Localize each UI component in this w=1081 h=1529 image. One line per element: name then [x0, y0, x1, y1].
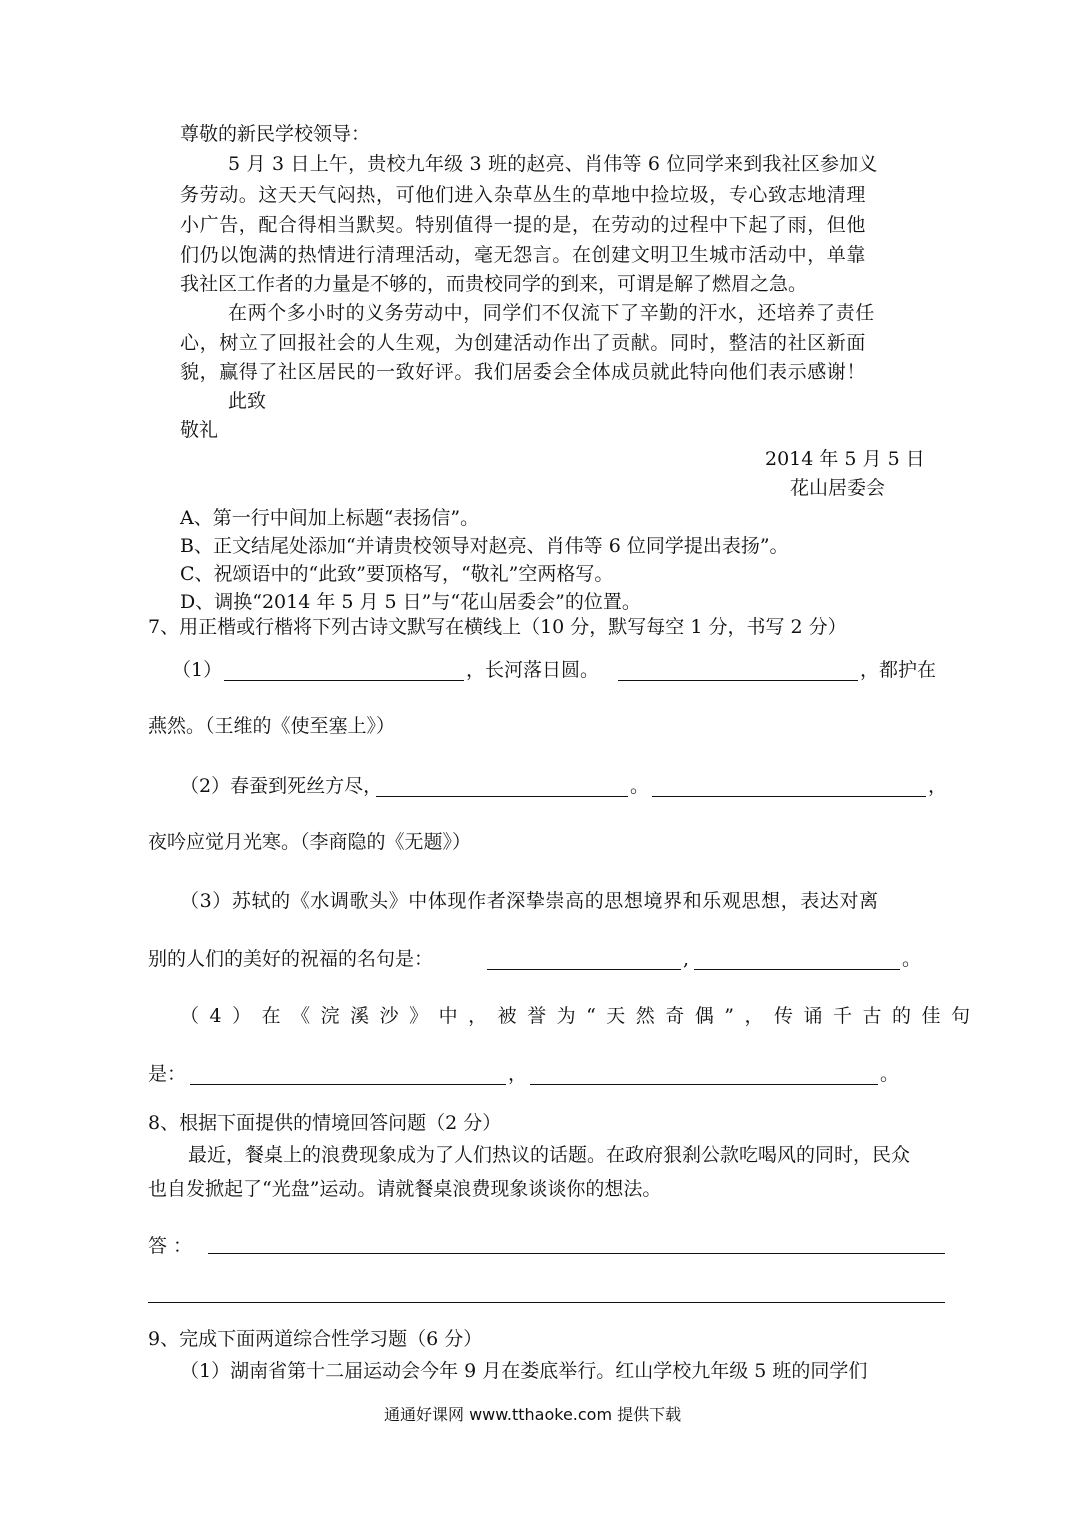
answer-blank[interactable]: [487, 969, 681, 970]
letter-paragraph-line: 小广告，配合得相当默契。特别值得一提的是，在劳动的过程中下起了雨，但他: [180, 214, 867, 236]
item-text: 夜吟应觉月光寒。（李商隐的《无题》）: [148, 831, 472, 853]
item-text: ，: [508, 1063, 528, 1085]
letter-closing: 此致: [228, 390, 267, 412]
item-text: 。: [902, 948, 922, 970]
answer-blank[interactable]: [694, 969, 900, 970]
page-footer: 通通好课网 www.tthaoke.com 提供下载: [384, 1405, 682, 1424]
item-text: （3）苏轼的《水调歌头》中体现作者深挚崇高的思想境界和乐观思想，表达对离: [180, 890, 879, 912]
answer-label: 答 ：: [148, 1235, 193, 1257]
letter-paragraph-line: 5 月 3 日上午，贵校九年级 3 班的赵亮、肖伟等 6 位同学来到我社区参加义: [228, 153, 878, 175]
answer-blank[interactable]: [652, 796, 926, 797]
option-item: B、正文结尾处添加“并请贵校领导对赵亮、肖伟等 6 位同学提出表扬”。: [180, 535, 789, 557]
answer-blank[interactable]: [618, 680, 858, 681]
item-text: （2）春蚕到死丝方尽，: [180, 775, 383, 797]
answer-blank[interactable]: [190, 1084, 506, 1085]
option-item: C、祝颂语中的“此致”要顶格写，“敬礼”空两格写。: [180, 563, 614, 585]
question-title: 7、用正楷或行楷将下列古诗文默写在横线上（10 分，默写每空 1 分，书写 2 分）: [148, 616, 847, 638]
item-text: 是：: [148, 1063, 187, 1085]
option-item: A、第一行中间加上标题“表扬信”。: [180, 507, 480, 529]
item-text: 燕然。（王维的《使至塞上》）: [148, 715, 396, 737]
question-title: 8、根据下面提供的情境回答问题（2 分）: [148, 1112, 502, 1134]
letter-paragraph-line: 貌，赢得了社区居民的一致好评。我们居委会全体成员就此特向他们表示感谢！: [180, 361, 867, 383]
letter-paragraph-line: 在两个多小时的义务劳动中，同学们不仅流下了辛勤的汗水，还培养了责任: [228, 302, 875, 324]
item-text: （1）: [172, 659, 223, 681]
item-text: 。: [630, 775, 650, 797]
letter-salutation: 尊敬的新民学校领导：: [180, 123, 371, 145]
answer-blank[interactable]: [224, 680, 464, 681]
letter-paragraph-line: 我社区工作者的力量是不够的，而贵校同学的到来，可谓是解了燃眉之急。: [180, 273, 808, 295]
item-text: ,: [683, 948, 690, 970]
item-text: 别的人们的美好的祝福的名句是：: [148, 948, 434, 970]
item-text: ，长河落日圆。: [466, 659, 600, 681]
item-text: 。: [880, 1063, 900, 1085]
question-paragraph: 最近，餐桌上的浪费现象成为了人们热议的话题。在政府狠刹公款吃喝风的同时，民众: [188, 1144, 911, 1166]
item-text: （4）在《浣溪沙》中，被誉为“天然奇偶”，传诵千古的佳句: [180, 1005, 981, 1027]
option-item: D、调换“2014 年 5 月 5 日”与“花山居委会”的位置。: [180, 591, 641, 613]
answer-line[interactable]: [148, 1302, 945, 1303]
letter-signer: 花山居委会: [790, 477, 886, 499]
question-paragraph: 也自发掀起了“光盘”运动。请就餐桌浪费现象谈谈你的想法。: [148, 1178, 662, 1200]
answer-line[interactable]: [208, 1253, 945, 1254]
question-title: 9、完成下面两道综合性学习题（6 分）: [148, 1328, 483, 1350]
answer-blank[interactable]: [530, 1084, 878, 1085]
letter-date: 2014 年 5 月 5 日: [765, 448, 925, 470]
item-text: ，: [928, 775, 948, 797]
letter-paragraph-line: 们仍以饱满的热情进行清理活动，毫无怨言。在创建文明卫生城市活动中，单靠: [180, 244, 867, 266]
letter-paragraph-line: 务劳动。这天天气闷热，可他们进入杂草丛生的草地中捡垃圾，专心致志地清理: [180, 184, 867, 206]
letter-closing: 敬礼: [180, 419, 219, 441]
letter-paragraph-line: 心，树立了回报社会的人生观，为创建活动作出了贡献。同时，整洁的社区新面: [180, 332, 867, 354]
question-paragraph: （1）湖南省第十二届运动会今年 9 月在娄底举行。红山学校九年级 5 班的同学们: [180, 1360, 868, 1382]
item-text: ，都护在: [860, 659, 937, 681]
answer-blank[interactable]: [376, 796, 628, 797]
